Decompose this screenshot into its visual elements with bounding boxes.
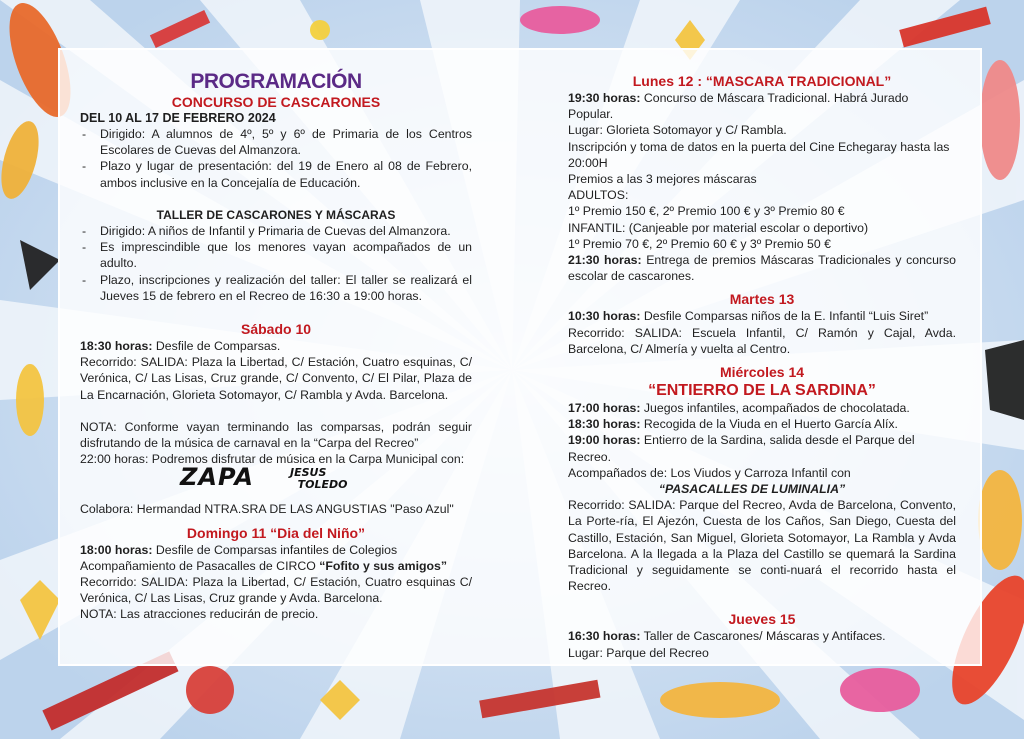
- miercoles-heading: Miércoles 14: [719, 364, 805, 381]
- miercoles-event1: 17:00 horas: Juegos infantiles, acompañados de chocolatada.: [568, 401, 910, 416]
- list-item: - Dirigido: A niños de Infantil y Primaria de Cuevas del Almanzora.: [80, 223, 472, 239]
- workshop-list: [80, 223, 472, 304]
- contest-list: [80, 126, 472, 191]
- domingo-accomp: Acompañamiento de Pasacalles de CIRCO “Fofito y sus amigos”: [80, 558, 448, 573]
- list-item: - Dirigido: A alumnos de 4º, 5º y 6º de Primaria de los Centros Escolares de Cuevas del Almanzora.: [80, 126, 472, 158]
- jueves-place: Lugar: Parque del Recreo: [568, 645, 709, 660]
- sabado-route: Recorrido: SALIDA: Plaza la Libertad, C/ Estación, Cuatro esquinas, C/ Verónica, C/ Las Lisas, Cruz grande, C/ Convento, C/ El Pilar, Plaza de La Encarnación, Glorieta Sotomayor, C/ Rambla y Avda. Barcelona.: [80, 355, 472, 402]
- right-column: [568, 72, 956, 661]
- zapa-logo: ZAPA: [180, 463, 254, 492]
- martes-heading: Martes 13: [729, 291, 795, 308]
- miercoles-pasacalles: “PASACALLES DE LUMINALIA”: [658, 482, 846, 497]
- lunes-infantil-prizes: 1º Premio 70 €, 2º Premio 60 € y 3º Premio 50 €: [568, 236, 831, 251]
- miercoles-event3: 19:00 horas: Entierro de la Sardina, salida desde el Parque del Recreo.: [568, 433, 915, 464]
- lunes-place: Lugar: Glorieta Sotomayor y C/ Rambla.: [568, 123, 787, 138]
- sabado-event: 18:30 horas: Desfile de Comparsas.: [80, 339, 281, 354]
- sabado-note: NOTA: Conforme vayan terminando las comparsas, podrán seguir disfrutando de la música de carnaval en la “Carpa del Recreo”: [80, 419, 472, 451]
- miercoles-subheading: “ENTIERRO DE LA SARDINA”: [648, 382, 876, 400]
- band-logos: [80, 463, 472, 501]
- page-title: PROGRAMACIÓN: [190, 70, 362, 93]
- lunes-heading: Lunes 12 : “MASCARA TRADICIONAL”: [632, 73, 892, 89]
- jueves-heading: Jueves 15: [728, 611, 796, 628]
- lunes-adult-prizes: 1º Premio 150 €, 2º Premio 100 € y 3º Premio 80 €: [568, 204, 845, 219]
- contest-title: CONCURSO DE CASCARONES: [171, 94, 381, 110]
- lunes-event1: 19:30 horas: Concurso de Máscara Tradicional. Habrá Jurado Popular.: [568, 91, 909, 122]
- domingo-event: 18:00 horas: Desfile de Comparsas infantiles de Colegios: [80, 542, 398, 557]
- workshop-title: TALLER DE CASCARONES Y MÁSCARAS: [156, 207, 396, 222]
- lunes-event2: 21:30 horas: Entrega de premios Máscaras Tradicionales y concurso escolar de cascarones.: [568, 253, 956, 284]
- sabado-heading: Sábado 10: [240, 321, 312, 338]
- miercoles-route: Recorrido: SALIDA: Parque del Recreo, Avda de Barcelona, Convento, La Porte-ría, El Ajezón, Cuesta de los Caños, San Diego, Cuesta del Castillo, Estación, San Miguel, Glorieta Sotomayor, La Rambla y Avda Barcelona. A la llegada a la Plaza del Castillo se quemará la Sardina Tradicional y seguidamente se conti-nuará el recorrido hasta el Recreo.: [568, 498, 956, 594]
- sabado-music: 22:00 horas: Podremos disfrutar de música en la Carpa Municipal con:: [80, 452, 465, 467]
- jesus-toledo-logo: JESUS TOLEDO: [290, 466, 348, 492]
- martes-event: 10:30 horas: Desfile Comparsas niños de la E. Infantil “Luis Siret”: [568, 309, 929, 324]
- left-column: [80, 70, 472, 623]
- list-item: - Plazo, inscripciones y realización del taller: El taller se realizará el Jueves 15 de febrero en el Recreo de 16:30 a 19:00 horas.: [80, 272, 472, 304]
- list-item: - Es imprescindible que los menores vayan acompañados de un adulto.: [80, 239, 472, 271]
- jueves-event: 16:30 horas: Taller de Cascarones/ Máscaras y Antifaces.: [568, 629, 886, 644]
- domingo-route: Recorrido: SALIDA: Plaza la Libertad, C/ Estación, Cuatro esquinas C/ Verónica, C/ Las Lisas, Cruz grande y Avda. Barcelona.: [80, 575, 472, 606]
- sabado-collab: Colabora: Hermandad NTRA.SRA DE LAS ANGUSTIAS "Paso Azul": [80, 502, 454, 517]
- miercoles-accomp: Acompañados de: Los Viudos y Carroza Infantil con: [568, 465, 851, 480]
- lunes-inscription: Inscripción y toma de datos en la puerta del Cine Echegaray hasta las 20:00H: [568, 139, 950, 170]
- contest-dates: DEL 10 AL 17 DE FEBRERO 2024: [80, 111, 276, 125]
- miercoles-event2: 18:30 horas: Recogida de la Viuda en el Huerto García Alíx.: [568, 417, 898, 432]
- martes-route: Recorrido: SALIDA: Escuela Infantil, C/ Ramón y Cajal, Avda. Barcelona, C/ Almería y vuelta al Centro.: [568, 325, 956, 356]
- domingo-heading: Domingo 11 “Dia del Niño”: [186, 524, 366, 541]
- list-item: - Plazo y lugar de presentación: del 19 de Enero al 08 de Febrero, ambos inclusive en la Concejalía de Educación.: [80, 158, 472, 190]
- lunes-infantil: INFANTIL: (Canjeable por material escolar o deportivo): [568, 220, 869, 235]
- domingo-note: NOTA: Las atracciones reducirán de precio.: [80, 607, 319, 622]
- lunes-adults: ADULTOS:: [568, 188, 629, 203]
- lunes-prizes: Premios a las 3 mejores máscaras: [568, 172, 757, 187]
